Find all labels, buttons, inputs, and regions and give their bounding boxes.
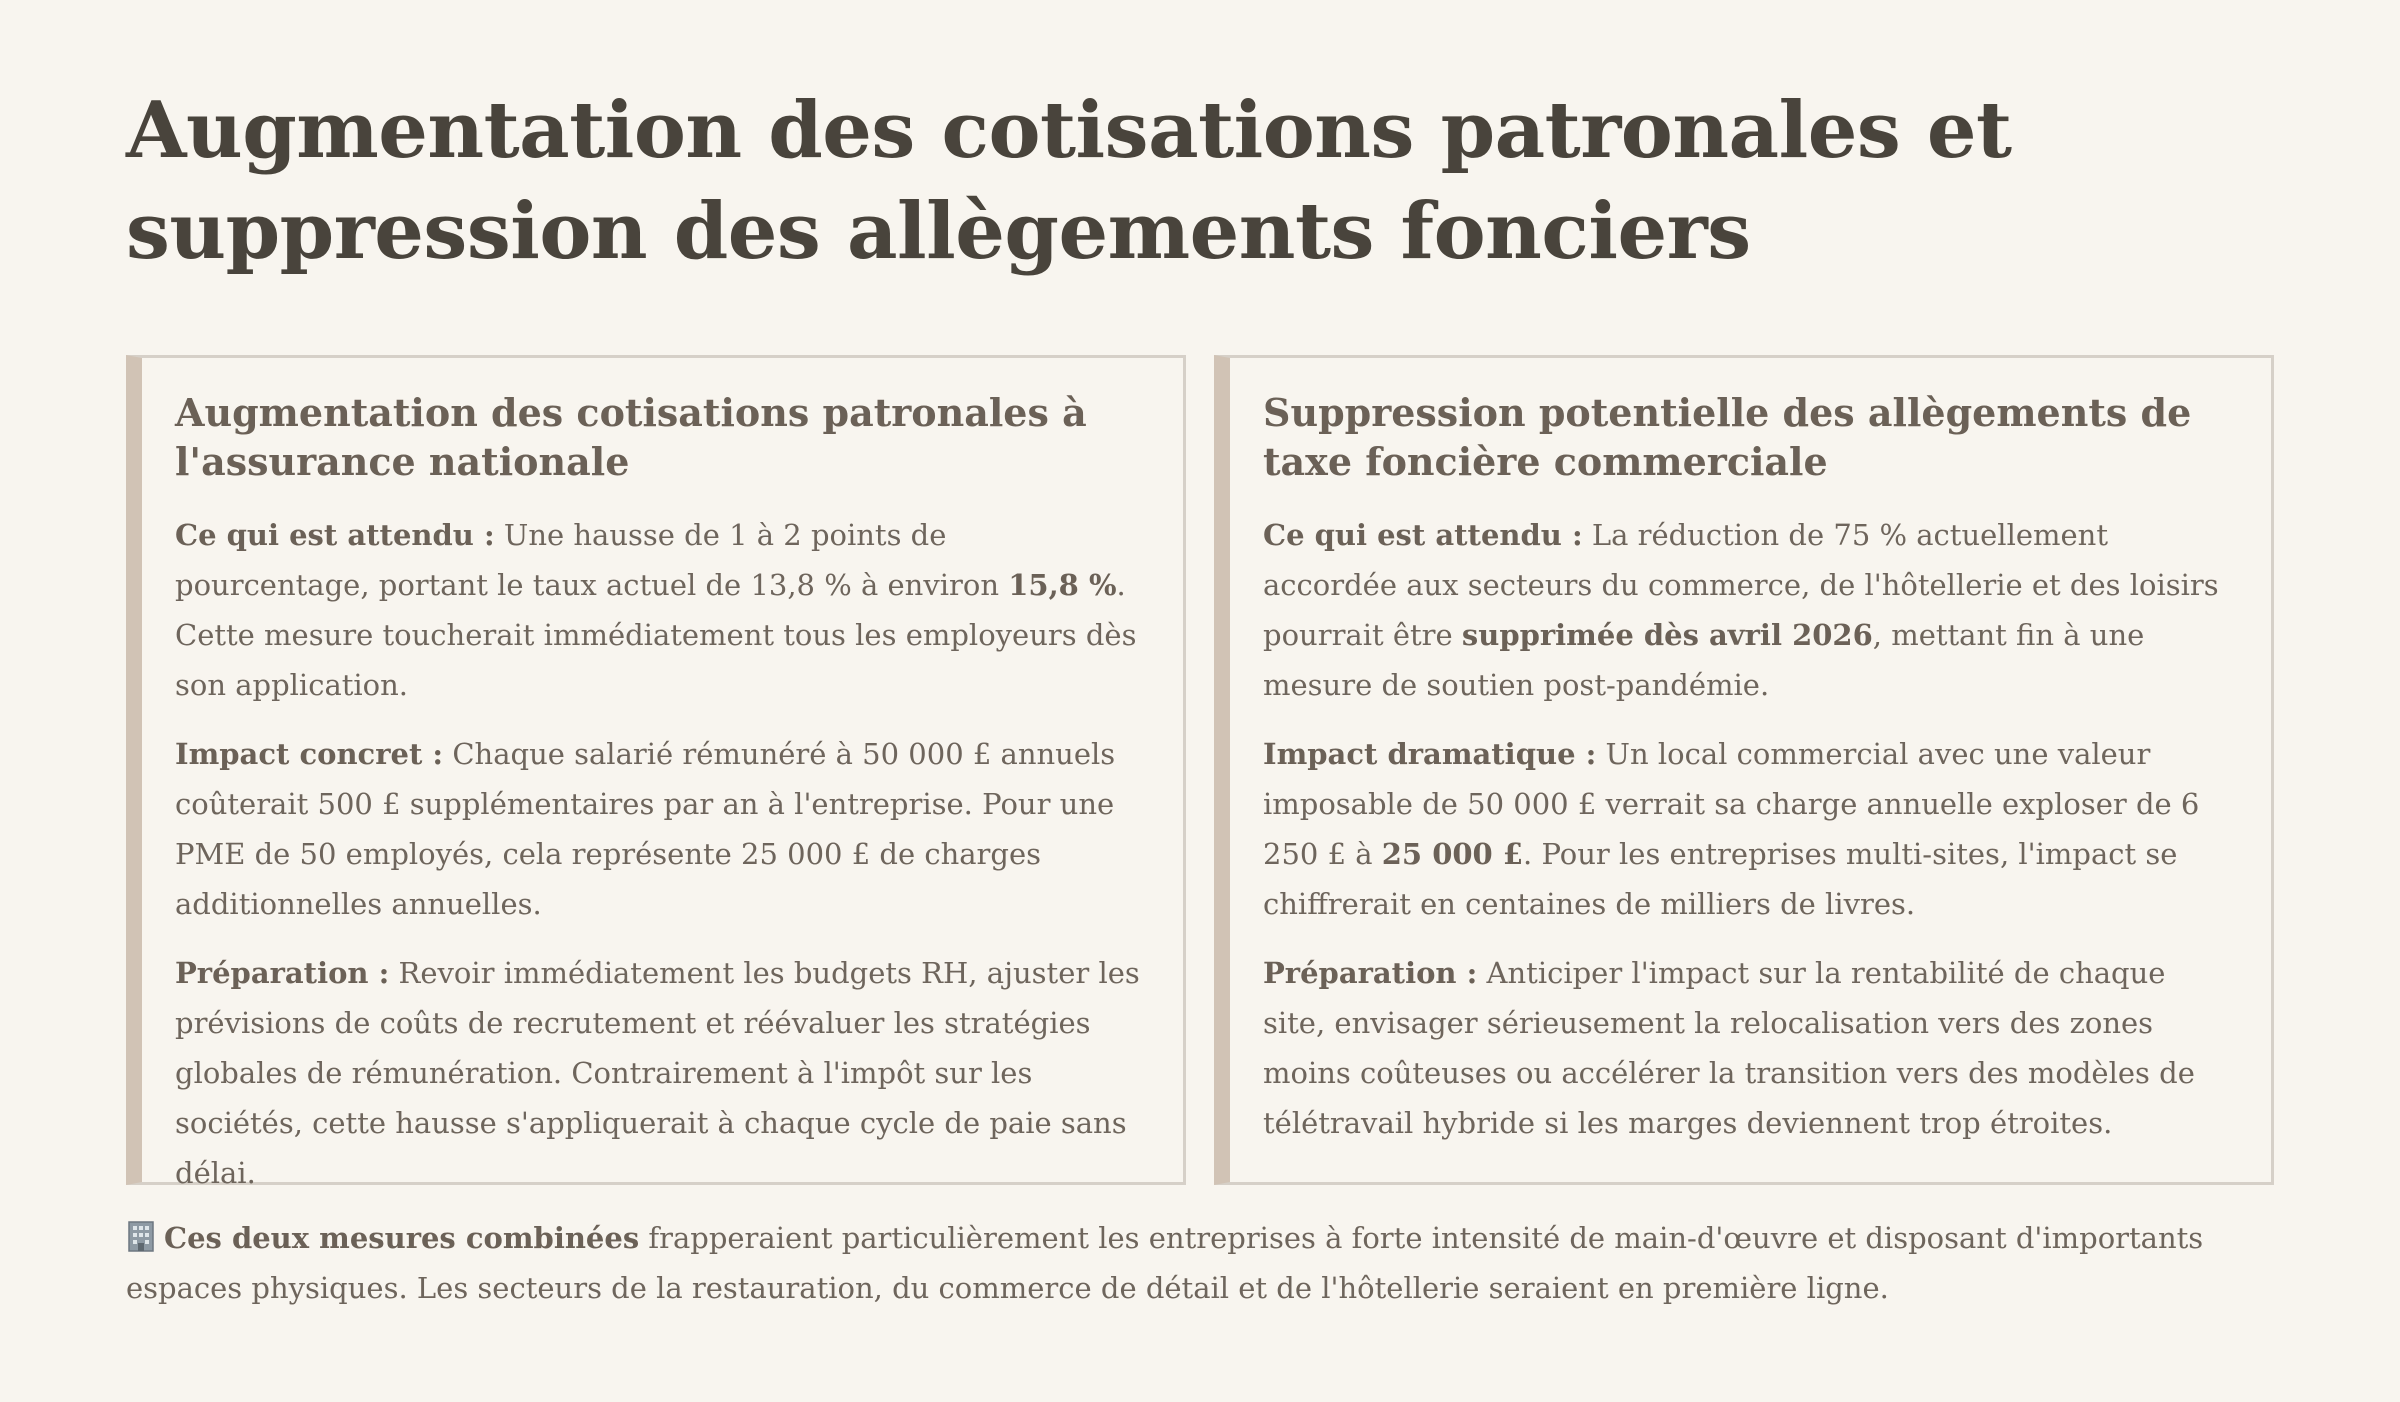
paragraph-label: Impact concret : <box>175 737 444 771</box>
paragraph-label: Ce qui est attendu : <box>1263 518 1583 552</box>
card-paragraph-impact <box>175 729 1147 929</box>
paragraph-text: Anticiper l'impact sur la rentabilité de chaque site, envisager sérieusement la relocalisation vers des zones moins coûteuses ou accélérer la transition vers des modèles de télétravail hybride si les marges deviennent trop étroites. <box>1263 956 2195 1140</box>
paragraph-highlight: 25 000 £ <box>1381 837 1524 871</box>
card-heading: Suppression potentielle des allègements de taxe foncière commerciale <box>1263 390 2192 484</box>
page-title: Augmentation des cotisations patronales et suppression des allègements fonciers <box>126 85 2012 277</box>
paragraph-text-end: , mettant fin à une mesure de soutien post-pandémie. <box>1263 618 2145 702</box>
paragraph-text: Revoir immédiatement les budgets RH, ajuster les prévisions de coûts de recrutement et réévaluer les stratégies globales de rémunération. Contrairement à l'impôt sur les sociétés, cette hausse s'appliquerait à chaque cycle de paie sans délai. <box>175 956 1140 1190</box>
footer-note <box>126 1213 2286 1313</box>
card-heading: Augmentation des cotisations patronales à l'assurance nationale <box>175 390 1087 484</box>
paragraph-text: Une hausse de 1 à 2 points de pourcentage, portant le taux actuel de 13,8 % à environ <box>175 518 1009 602</box>
card-paragraph-preparation <box>1263 948 2235 1148</box>
cards-row <box>126 355 2274 1190</box>
footer-text: frapperaient particulièrement les entreprises à forte intensité de main-d'œuvre et disposant d'importants espaces physiques. Les secteurs de la restauration, du commerce de détail et de l'hôtellerie seraient en première ligne. <box>126 1221 2204 1305</box>
office-building-icon <box>126 1220 156 1252</box>
paragraph-label: Impact dramatique : <box>1263 737 1597 771</box>
card-paragraph-preparation <box>175 948 1147 1198</box>
paragraph-highlight: supprimée dès avril 2026 <box>1461 618 1873 652</box>
card-national-insurance <box>126 355 1186 1190</box>
paragraph-label: Ce qui est attendu : <box>175 518 495 552</box>
paragraph-label: Préparation : <box>1263 956 1478 990</box>
paragraph-text-end: . Cette mesure toucherait immédiatement tous les employeurs dès son application. <box>175 568 1137 702</box>
card-paragraph-impact <box>1263 729 2235 929</box>
card-business-rates <box>1214 355 2274 1185</box>
card-paragraph-expected <box>175 510 1147 710</box>
paragraph-text-end: . Pour les entreprises multi-sites, l'impact se chiffrerait en centaines de milliers de livres. <box>1263 837 2178 921</box>
paragraph-text: Un local commercial avec une valeur imposable de 50 000 £ verrait sa charge annuelle exploser de 6 250 £ à <box>1263 737 2200 871</box>
card-paragraph-expected <box>1263 510 2235 710</box>
footer-highlight: Ces deux mesures combinées <box>164 1221 640 1255</box>
paragraph-text: Chaque salarié rémunéré à 50 000 £ annuels coûterait 500 £ supplémentaires par an à l'entreprise. Pour une PME de 50 employés, cela représente 25 000 £ de charges additionnelles annuelles. <box>175 737 1116 921</box>
paragraph-highlight: 15,8 % <box>1008 568 1117 602</box>
paragraph-label: Préparation : <box>175 956 390 990</box>
paragraph-text: La réduction de 75 % actuellement accordée aux secteurs du commerce, de l'hôtellerie et des loisirs pourrait être <box>1263 518 2219 652</box>
